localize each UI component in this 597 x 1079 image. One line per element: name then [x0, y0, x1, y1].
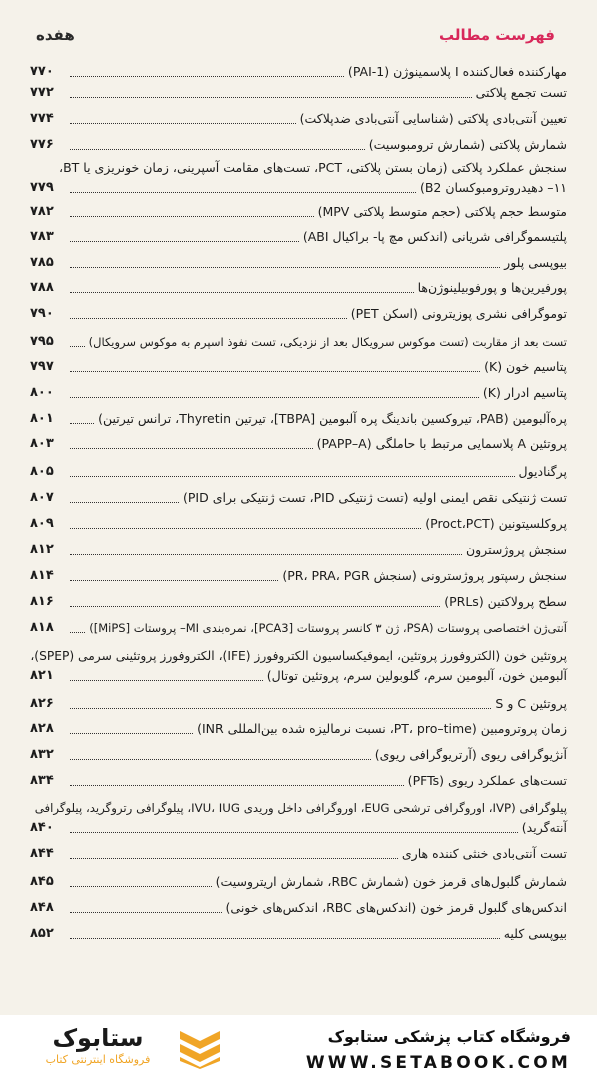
toc-page-number: ۸۰۰: [30, 385, 54, 400]
dot-leader: [70, 912, 222, 913]
toc-page-number: ۸۰۹: [30, 516, 54, 531]
book-logo-icon: [178, 1027, 222, 1069]
toc-page-number: ۷۸۳: [30, 229, 54, 244]
toc-page-number: ۷۷۲: [30, 85, 54, 100]
toc-entry[interactable]: [30, 844, 567, 864]
toc-entry[interactable]: [30, 383, 567, 403]
toc-entry[interactable]: [30, 719, 567, 739]
dot-leader: [70, 397, 479, 398]
toc-entry[interactable]: [30, 158, 567, 198]
toc-page-number: ۷۷۹: [30, 180, 54, 195]
toc-page-number: ۷۷۶: [30, 137, 54, 152]
toc-entry-title-line: پیلوگرافی (IVP، اوروگرافی ترشحی EUG، اوروگرافی داخل وریدی IVU، IUG، پیلوگرافی رتروگرید، پیلوگرافی: [34, 801, 567, 815]
toc-entry-title: سنجش رسپتور پروژسترونی (سنجش PR، PRA، PGR): [282, 568, 567, 583]
toc-entry-title: بیوپسی پلور: [504, 255, 567, 270]
toc-entry-title: تست تجمع پلاکتی: [475, 85, 567, 100]
toc-page-number: ۸۰۵: [30, 464, 54, 479]
store-name: فروشگاه کتاب پزشکی ستابوک: [327, 1027, 571, 1046]
dot-leader: [70, 759, 371, 760]
toc-entry[interactable]: [30, 135, 567, 155]
dot-leader: [70, 149, 365, 150]
toc-entry-title: پره‌آلبومین (PAB، تیروکسین باندینگ پره آلبومین [TBPA]، تیرتین Thyretin، ترانس تیرتین): [98, 411, 567, 426]
dot-leader: [70, 632, 85, 633]
toc-entry[interactable]: [30, 745, 567, 765]
toc-entry-title-line: پروتئین خون (الکتروفورز پروتئین، ایموفیکساسیون الکتروفورز (IFE)، الکتروفورز پروتئینی سرمی (SPEP)،: [30, 649, 567, 663]
toc-entry[interactable]: [30, 304, 567, 324]
toc-page-number: ۷۷۴: [30, 111, 54, 126]
toc-entry[interactable]: [30, 618, 567, 638]
toc-page-number: ۸۱۲: [30, 542, 54, 557]
brand-logo: [28, 1023, 168, 1073]
toc-entry[interactable]: [30, 227, 567, 247]
dot-leader: [70, 886, 212, 887]
dot-leader: [70, 938, 500, 939]
toc-page-number: ۸۱۴: [30, 568, 54, 583]
toc-page-number: ۸۱۸: [30, 620, 54, 635]
toc-entry-title: اندکس‌های گلبول قرمز خون (اندکس‌های RBC، اندکس‌های خونی): [225, 900, 567, 915]
dot-leader: [70, 76, 344, 77]
toc-entry[interactable]: [30, 278, 567, 298]
toc-entry-title: بیوپسی کلیه: [503, 926, 567, 941]
page-header: [32, 26, 565, 48]
toc-entry[interactable]: [30, 924, 567, 944]
toc-entry-title: پروتئین C و S: [495, 696, 567, 711]
toc-entry[interactable]: [30, 109, 567, 129]
brand-name: ستابوک: [52, 1024, 144, 1052]
toc-page-number: ۷۹۵: [30, 334, 54, 349]
toc-entry[interactable]: [30, 872, 567, 892]
dot-leader: [70, 346, 85, 347]
toc-entry-title: پتاسیم ادرار (K): [482, 385, 567, 400]
toc-entry[interactable]: [30, 253, 567, 273]
toc-entry[interactable]: [30, 488, 567, 508]
dot-leader: [70, 502, 179, 503]
toc-page-number: ۸۴۴: [30, 846, 54, 861]
toc-entry[interactable]: [30, 332, 567, 352]
toc-page-number: ۷۸۸: [30, 280, 54, 295]
toc-entry[interactable]: [30, 462, 567, 482]
dot-leader: [70, 371, 480, 372]
toc-entry-title: آنته‌گرید): [521, 820, 567, 835]
toc-entry[interactable]: [30, 434, 567, 454]
dot-leader: [70, 123, 296, 124]
toc-entry[interactable]: [30, 592, 567, 612]
footer-banner: [0, 1015, 597, 1079]
dot-leader: [70, 448, 313, 449]
dot-leader: [70, 476, 515, 477]
toc-entry-title: پروکلسیتونین (Proct،PCT): [425, 516, 567, 531]
toc-entry-title: شمارش پلاکتی (شمارش ترومبوسیت): [368, 137, 567, 152]
toc-entry-title: سطح پرولاکتین (PRLs): [444, 594, 567, 609]
toc-entry-title: پروتئین A پلاسمایی مرتبط با حاملگی (PAPP–A): [316, 436, 567, 451]
toc-page-number: ۷۸۵: [30, 255, 54, 270]
toc-page-number: ۸۴۸: [30, 900, 54, 915]
toc-entry-title: پورفیرین‌ها و پورفوبیلینوژن‌ها: [417, 280, 567, 295]
toc-entry[interactable]: [30, 566, 567, 586]
toc-page-number: ۸۴۵: [30, 874, 54, 889]
toc-entry-title: سنجش پروژسترون: [465, 542, 567, 557]
toc-entry-title: توموگرافی نشری پوزیترونی (اسکن PET): [350, 306, 567, 321]
toc-page-number: ۸۲۱: [30, 668, 54, 683]
dot-leader: [70, 241, 299, 242]
toc-page-number: ۷۸۲: [30, 204, 54, 219]
toc-entry-title-line: سنجش عملکرد پلاکتی (زمان بستن پلاکتی، PCT، تست‌های مقامت آسپرینی، زمان خونریزی یا BT،: [59, 160, 567, 175]
toc-entry[interactable]: [30, 409, 567, 429]
dot-leader: [70, 267, 500, 268]
toc-entry-title: زمان پروترومبین (PT، pro–time، نسبت نرمالیزه شده بین‌المللی INR): [197, 721, 567, 736]
dot-leader: [70, 97, 472, 98]
toc-entry[interactable]: [30, 514, 567, 534]
toc-entry-title: پرگنادیول: [518, 464, 567, 479]
website-url[interactable]: WWW.SETABOOK.COM: [305, 1053, 571, 1073]
toc-entry[interactable]: [30, 540, 567, 560]
toc-entry-title: ۱۱– دهیدروترومبوکسان B2): [419, 180, 567, 195]
toc-entry-title: تعیین آنتی‌بادی پلاکتی (شناسایی آنتی‌بادی ضدپلاکت): [299, 111, 567, 126]
toc-entry[interactable]: [30, 646, 567, 686]
dot-leader: [70, 528, 421, 529]
toc-entry[interactable]: [30, 202, 567, 222]
toc-page-number: ۸۰۱: [30, 411, 54, 426]
toc-page-number: ۸۵۲: [30, 926, 54, 941]
brand-tagline: فروشگاه اینترنتی کتاب: [45, 1053, 151, 1066]
toc-entry-title: آنتی‌ژن اختصاصی پروستات (PSA، ژن ۳ کانسر پروستات [PCA3]، نمره‌بندی MI– پروستات [MiPS]): [89, 621, 567, 635]
toc-page-number: ۸۰۷: [30, 490, 54, 505]
toc-page-number: ۸۲۸: [30, 721, 54, 736]
dot-leader: [70, 680, 263, 681]
toc-page-number: ۸۲۶: [30, 696, 54, 711]
dot-leader: [70, 580, 278, 581]
toc-entry-title: آنژیوگرافی ریوی (آرتریوگرافی ریوی): [374, 747, 567, 762]
toc-entry-title: شمارش گلبول‌های قرمز خون (شمارش RBC، شمارش اریتروسیت): [215, 874, 567, 889]
toc-page-number: ۸۱۶: [30, 594, 54, 609]
toc-entry-title: تست‌های عملکرد ریوی (PFTs): [407, 773, 567, 788]
toc-page-number: ۸۳۴: [30, 773, 54, 788]
dot-leader: [70, 733, 193, 734]
dot-leader: [70, 832, 518, 833]
toc-entry-title: متوسط حجم پلاکتی (حجم متوسط پلاکتی MPV): [317, 204, 567, 219]
dot-leader: [70, 292, 414, 293]
dot-leader: [70, 606, 440, 607]
toc-entry-title: مهارکننده فعال‌کننده I پلاسمینوژن (PAI-1): [347, 64, 567, 79]
toc-page-number: ۸۳۲: [30, 747, 54, 762]
dot-leader: [70, 708, 491, 709]
dot-leader: [70, 192, 416, 193]
dot-leader: [70, 785, 404, 786]
toc-entry[interactable]: [30, 694, 567, 714]
toc-entry[interactable]: [30, 771, 567, 791]
toc-entry[interactable]: [30, 83, 567, 103]
page-title: فهرست مطالب: [439, 26, 555, 44]
toc-page-number: ۸۴۰: [30, 820, 54, 835]
toc-entry-title: تست بعد از مقاربت (تست موکوس سرویکال بعد از نزدیکی، تست نفوذ اسپرم به موکوس سرویکال): [88, 335, 567, 349]
dot-leader: [70, 858, 398, 859]
page-part-label: هفده: [36, 26, 75, 44]
toc-entry-title: تست ژنتیکی نقص ایمنی اولیه (تست ژنتیکی PID، تست ژنتیکی برای PID): [182, 490, 567, 505]
toc-entry[interactable]: [30, 898, 567, 918]
toc-entry[interactable]: [30, 798, 567, 838]
toc-page-number: ۷۷۰: [30, 64, 54, 79]
dot-leader: [70, 216, 314, 217]
toc-entry[interactable]: [30, 357, 567, 377]
toc-page-number: ۷۹۰: [30, 306, 54, 321]
toc-entry-title: پتاسیم خون (K): [484, 359, 567, 374]
toc-entry-title: تست آنتی‌بادی خنثی کننده هاری: [401, 846, 567, 861]
toc-page-number: ۸۰۳: [30, 436, 54, 451]
dot-leader: [70, 318, 347, 319]
toc-entry-title: آلبومین خون، آلبومین سرم، گلوبولین سرم، پروتئین توتال): [266, 668, 567, 683]
dot-leader: [70, 423, 94, 424]
toc-page-number: ۷۹۷: [30, 359, 54, 374]
toc-entry[interactable]: [30, 62, 567, 82]
dot-leader: [70, 554, 462, 555]
toc-entry-title: پلتیسموگرافی شریانی (اندکس مچ پا- براکیال ABI): [302, 229, 567, 244]
